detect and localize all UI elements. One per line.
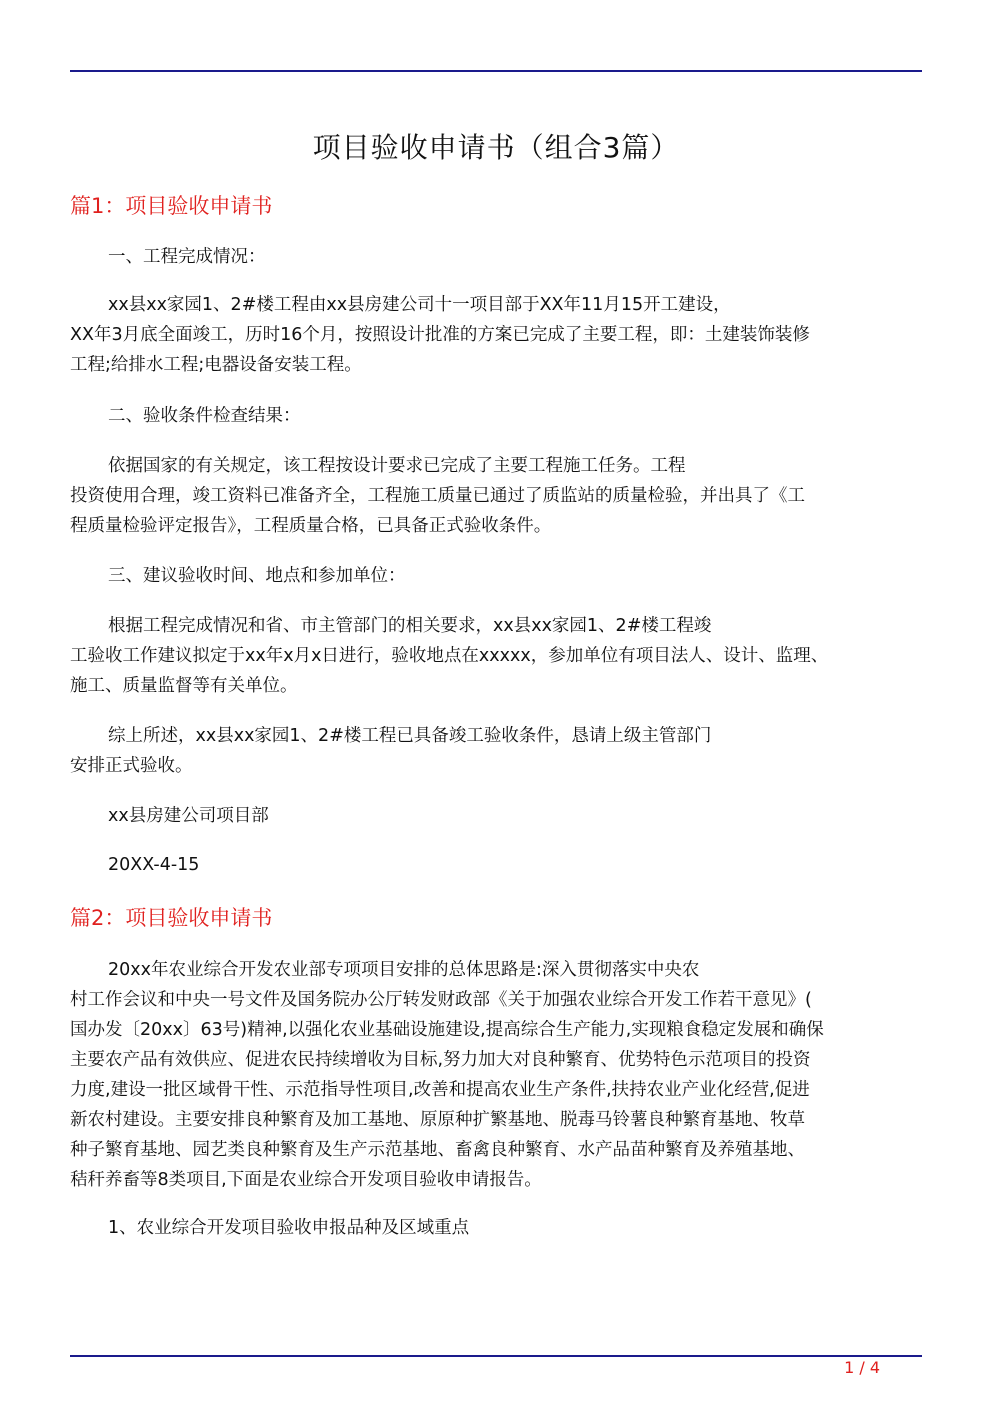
section1-paragraph-1 xyxy=(70,290,922,380)
section1-paragraph-4 xyxy=(70,721,922,781)
section2-heading: 篇2：项目验收申请书 xyxy=(70,906,273,930)
paragraph-line: 村工作会议和中央一号文件及国务院办公厅转发财政部《关于加强农业综合开发工作若干意见》( xyxy=(70,990,812,1010)
paragraph-line: 种子繁育基地、园艺类良种繁育及生产示范基地、畜禽良种繁育、水产品苗种繁育及养殖基地、 xyxy=(70,1140,805,1160)
paragraph-line: 主要农产品有效供应、促进农民持续增收为目标,努力加大对良种繁育、优势特色示范项目的投资 xyxy=(70,1050,811,1070)
paragraph-line: 根据工程完成情况和省、市主管部门的相关要求，xx县xx家园1、2#楼工程竣 xyxy=(108,616,712,636)
paragraph-line: 投资使用合理，竣工资料已准备齐全，工程施工质量已通过了质监站的质量检验，并出具了《工 xyxy=(70,486,805,506)
section1-paragraph-2 xyxy=(70,451,922,541)
subheading-text: 1、农业综合开发项目验收申报品种及区域重点 xyxy=(108,1218,470,1238)
section1-heading: 篇1：项目验收申请书 xyxy=(70,194,273,218)
subheading-text: 一、工程完成情况： xyxy=(108,247,266,267)
section1-signature xyxy=(70,801,922,831)
section1-subheading-1 xyxy=(70,242,922,272)
paragraph-line: 20xx年农业综合开发农业部专项项目安排的总体思路是:深入贯彻落实中央农 xyxy=(108,960,700,980)
paragraph-line: XX年3月底全面竣工，历时16个月，按照设计批准的方案已完成了主要工程，即：土建装饰装修 xyxy=(70,325,810,345)
paragraph-line: 新农村建设。主要安排良种繁育及加工基地、原原种扩繁基地、脱毒马铃薯良种繁育基地、牧草 xyxy=(70,1110,805,1130)
section1-subheading-3 xyxy=(70,561,922,591)
section2-paragraph-1 xyxy=(70,955,922,1195)
paragraph-line: 国办发〔20xx〕63号)精神,以强化农业基础设施建设,提高综合生产能力,实现粮食稳定发展和确保 xyxy=(70,1020,824,1040)
page-number: 1 / 4 xyxy=(844,1358,880,1377)
paragraph-line: xx县xx家园1、2#楼工程由xx县房建公司十一项目部于XX年11月15开工建设， xyxy=(108,295,731,315)
paragraph-line: 力度,建设一批区域骨干性、示范指导性项目,改善和提高农业生产条件,扶持农业产业化经营,促进 xyxy=(70,1080,810,1100)
subheading-text: 二、验收条件检查结果： xyxy=(108,406,301,426)
signature-text: xx县房建公司项目部 xyxy=(108,806,269,826)
paragraph-line: 施工、质量监督等有关单位。 xyxy=(70,676,298,696)
subheading-text: 三、建议验收时间、地点和参加单位： xyxy=(108,566,406,586)
header-rule xyxy=(70,70,922,72)
document-title: 项目验收申请书（组合3篇） xyxy=(312,131,680,164)
section1-date xyxy=(70,850,922,880)
paragraph-line: 工验收工作建议拟定于xx年x月x日进行，验收地点在xxxxx，参加单位有项目法人、设计、监理、 xyxy=(70,646,829,666)
date-text: 20XX-4-15 xyxy=(108,855,200,875)
paragraph-line: 工程;给排水工程;电器设备安装工程。 xyxy=(70,355,362,375)
paragraph-line: 依据国家的有关规定，该工程按设计要求已完成了主要工程施工任务。工程 xyxy=(108,456,686,476)
footer-rule xyxy=(70,1355,922,1357)
paragraph-line: 秸秆养畜等8类项目,下面是农业综合开发项目验收申请报告。 xyxy=(70,1170,542,1190)
paragraph-line: 安排正式验收。 xyxy=(70,756,193,776)
section2-subheading-1 xyxy=(70,1213,922,1243)
section1-paragraph-3 xyxy=(70,611,922,701)
paragraph-line: 综上所述，xx县xx家园1、2#楼工程已具备竣工验收条件，恳请上级主管部门 xyxy=(108,726,712,746)
section1-subheading-2 xyxy=(70,401,922,431)
paragraph-line: 程质量检验评定报告》，工程质量合格，已具备正式验收条件。 xyxy=(70,516,552,536)
